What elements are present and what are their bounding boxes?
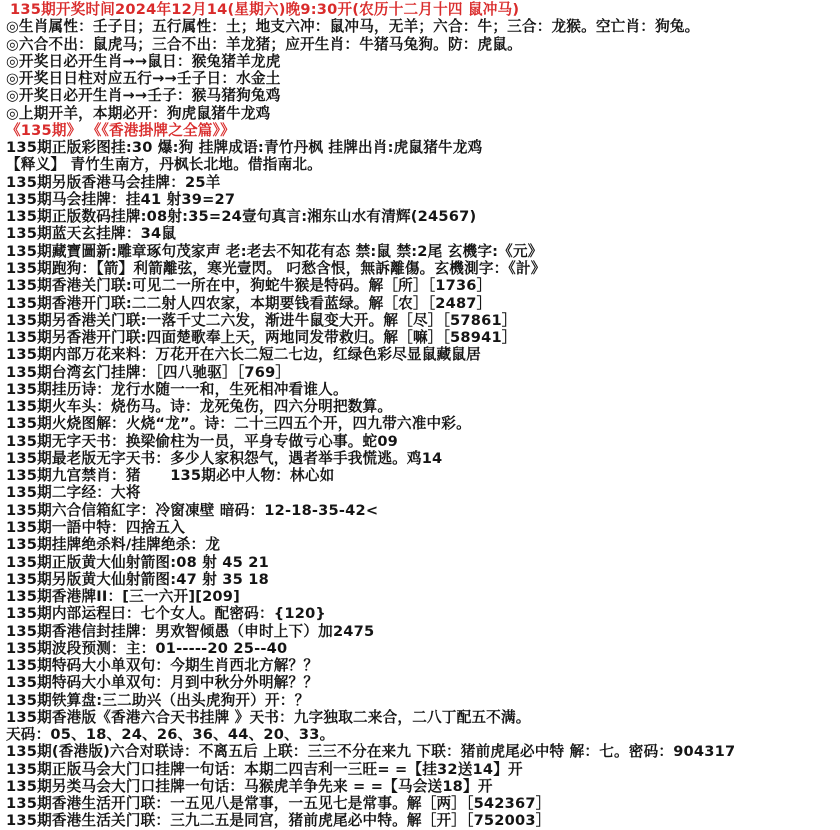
text-line: 135期挂历诗：龙行水随一一和，生死相冲看谁人。 (6, 380, 348, 398)
text-line: ◎生肖属性：壬子日；五行属性：土；地支六冲：鼠冲马，无羊；六合：牛；三合：龙猴。空亡肖：狗兔。 (6, 18, 700, 36)
text-line: 135期内部运程曰：七个女人。配密码：{120} (6, 605, 327, 623)
text-line: 135期特码大小单双句：月到中秋分外明解？？ (6, 674, 319, 692)
text-line: 135期六合信箱紅字：冷窗凍壁 暗码：12-18-35-42< (6, 501, 379, 519)
text-line: 135期藏寶圖新:雕章琢句茂家声 老:老去不知花有态 禁:鼠 禁:2尾 玄機字:《元》 (6, 242, 543, 260)
text-line: 135期特码大小单双句：今期生肖西北方解？？ (6, 657, 319, 675)
text-line: 135期内部万花来料：万花开在六长二短二七边，红绿色彩尽显鼠藏鼠居 (6, 346, 481, 364)
text-line: 135期波段预测：主：01-----20 25--40 (6, 639, 288, 657)
text-line: 135期台湾玄门挂牌：［四八驰驱］［769］ (6, 363, 291, 381)
text-line: 135期二字经：大将 (6, 484, 141, 502)
text-line: 135期另版黄大仙射箭图:47 射 35 18 (6, 570, 270, 588)
text-line: 135期最老版无字天书：多少人家积怨气，遇者举手我慌逃。鸡14 (6, 449, 443, 467)
text-line: ◎开奖日日柱对应五行→→壬子日：水金土 (6, 70, 281, 88)
text-line: 135期香港版《香港六合天书挂牌 》天书：九字独取二来合，二八丁配五不满。 (6, 708, 531, 726)
text-line: 135期香港关门联:可见二一所在中，狗蛇牛猴是特码。解［所］［1736］ (6, 277, 492, 295)
heading-line: 135期开奖时间2024年12月14(星期六)晚9:30开(农历十二月十四 鼠冲马) (10, 1, 520, 18)
text-line: 135期火车头：烧伤马。诗：龙死兔伤，四六分明把数算。 (6, 398, 393, 416)
text-line: 135期正版数码挂牌:08射:35=24壹句真言:湘东山水有清辉(24567) (6, 208, 477, 226)
text-line: ◎六合不出：鼠虎马；三合不出：羊龙猪；应开生肖：牛猪马兔狗。防：虎鼠。 (6, 35, 522, 53)
text-line: 135期蓝天玄挂牌：34鼠 (6, 225, 177, 243)
text-line: 135期香港生活关门联：三九二五是同宫，猪前虎尾必中特。解［开］［752003］ (6, 812, 551, 830)
text-line: 135期香港信封挂牌：男欢智倾愚（申时上下）加2475 (6, 622, 375, 640)
text-line: 【释义】 青竹生南方，丹枫长北地。借指南北。 (6, 156, 322, 174)
text-line: 135期另版香港马会挂牌：25羊 (6, 173, 221, 191)
text-line: 135期(香港版)六合对联诗：不离五后 上联：三三不分在来九 下联：猪前虎尾必中特 解：七。密码：904317 (6, 743, 736, 761)
text-line: 135期挂牌绝杀料/挂牌绝杀：龙 (6, 536, 221, 554)
text-line: 135期马会挂牌：挂41 射39=27 (6, 190, 236, 208)
text-line: 135期跑狗：【箭】利箭離弦，寒光壹閃。 叼愁含恨，無訴離傷。玄機測字：《計》 (6, 259, 546, 277)
text-line: ◎开奖日必开生肖→→鼠日：猴兔猪羊龙虎 (6, 52, 281, 70)
text-line: ◎上期开羊，本期必开：狗虎鼠猪牛龙鸡 (6, 104, 271, 122)
heading-line: 《135期》 《《香港掛牌之全篇》》 (6, 121, 235, 139)
text-line: 135期正版马会大门口挂牌一句话：本期二四吉利一三旺= =【挂32送14】开 (6, 760, 523, 778)
text-line: 135期另香港开门联:四面楚歌奉上天，两地同发带救归。解［嘛］［58941］ (6, 329, 517, 347)
text-line: 135期正版黄大仙射箭图:08 射 45 21 (6, 553, 270, 571)
text-line: 135期香港牌II：[三一六开][209] (6, 588, 241, 606)
text-line: 135期香港生活开门联：一五见八是常事，一五见七是常事。解［两］［542367］ (6, 795, 551, 813)
text-line: ◎开奖日必开生肖→→壬子：猴马猪狗兔鸡 (6, 87, 281, 105)
text-line: 135期铁算盘:三二助兴（出头虎狗开）开：？ (6, 691, 310, 709)
text-line: 135期火烧图解：火烧“龙”。诗：二十三四五个开，四九带六准中彩。 (6, 415, 471, 433)
text-line: 天码：05、18、24、26、36、44、20、33。 (6, 726, 335, 744)
text-line: 135期无字天书：换梁偷柱为一员，平身专做亏心事。蛇09 (6, 432, 399, 450)
text-line: 135期香港开门联:二二射人四农家，本期要钱看蓝绿。解［农］［2487］ (6, 294, 492, 312)
text-line: 135期九宫禁肖：猪 135期必中人物：林心如 (6, 467, 335, 485)
text-line: 135期正版彩图挂:30 爆:狗 挂牌成语:青竹丹枫 挂牌出肖:虎鼠猪牛龙鸡 (6, 139, 483, 157)
text-line: 135期另香港关门联:一落千丈二六发，渐进牛鼠变大开。解［尽］［57861］ (6, 311, 517, 329)
text-line: 135期一語中特：四捨五入 (6, 518, 186, 536)
text-line: 135期另类马会大门口挂牌一句话：马猴虎羊争先来 = =【马会送18】开 (6, 777, 493, 795)
